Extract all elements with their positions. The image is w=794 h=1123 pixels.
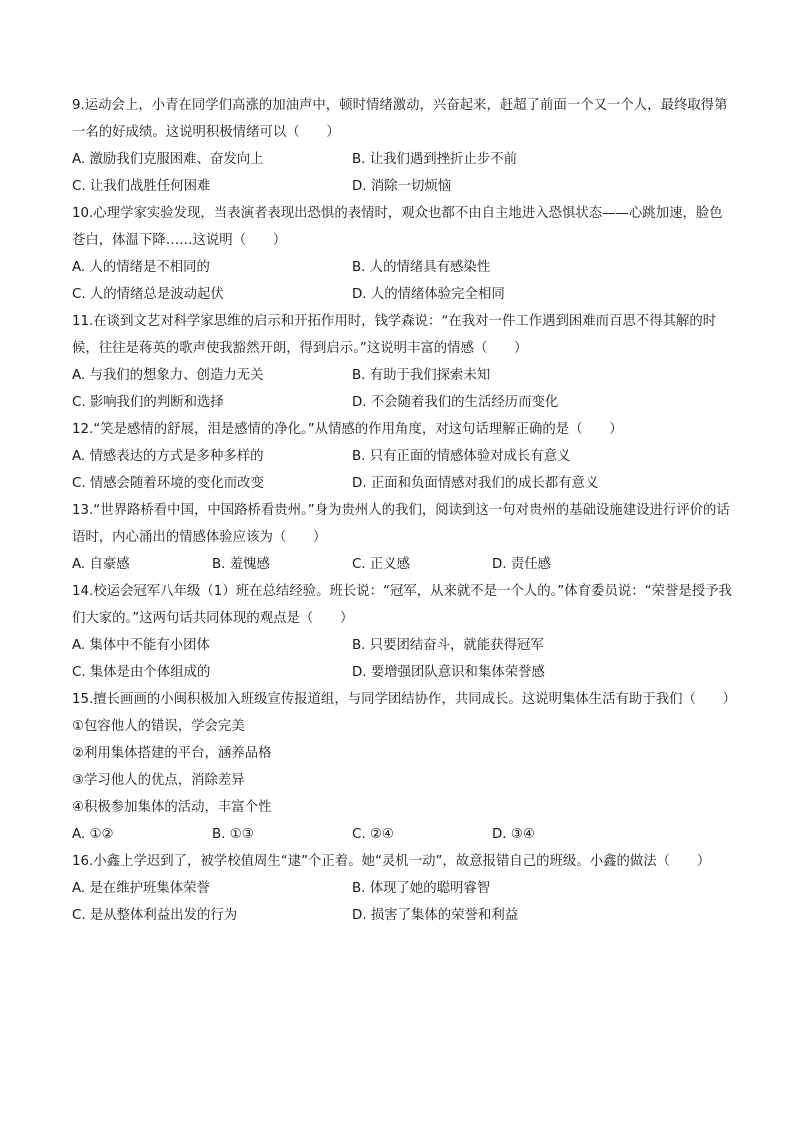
option-row: [72, 632, 732, 659]
option-row: [72, 551, 732, 578]
option-b[interactable]: B. 人的情绪具有感染性: [352, 260, 491, 275]
option-row: [72, 362, 732, 389]
question-15: [72, 686, 737, 848]
option-c[interactable]: C. 人的情绪总是波动起伏: [72, 287, 224, 302]
statement-item: ②利用集体搭建的平台，涵养品格: [72, 746, 272, 761]
option-a[interactable]: A. 人的情绪是不相同的: [72, 260, 210, 275]
option-c[interactable]: C. 让我们战胜任何困难: [72, 179, 211, 194]
question-stem: 15.擅长画画的小闽积极加入班级宣传报道组，与同学团结协作，共同成长。这说明集体生活有助于我们（ ）: [72, 692, 737, 707]
option-c[interactable]: C. 影响我们的判断和选择: [72, 395, 224, 410]
option-d[interactable]: D. 消除一切烦恼: [352, 179, 452, 194]
option-d[interactable]: D. 正面和负面情感对我们的成长都有意义: [352, 476, 599, 491]
question-11: [72, 308, 732, 416]
question-stem: 10.心理学家实验发现，当表演者表现出恐惧的表情时，观众也都不由自主地进入恐惧状态——心跳加速，脸色苍白，体温下降……这说明（ ）: [72, 206, 723, 248]
option-c[interactable]: C. 集体是由个体组成的: [72, 665, 211, 680]
option-a[interactable]: A. 情感表达的方式是多种多样的: [72, 449, 264, 464]
option-d[interactable]: D. 损害了集体的荣誉和利益: [352, 908, 519, 923]
option-row: [72, 470, 732, 497]
option-d[interactable]: D. 不会随着我们的生活经历而变化: [352, 395, 559, 410]
option-a[interactable]: A. ①②: [72, 827, 114, 842]
option-b[interactable]: B. ①③: [212, 827, 254, 842]
question-stem: 16.小鑫上学迟到了，被学校值周生“逮”个正着。她“灵机一动”，故意报错自己的班级。小鑫的做法（ ）: [72, 854, 711, 869]
option-b[interactable]: B. 只有正面的情感体验对成长有意义: [352, 449, 571, 464]
option-row: [72, 902, 732, 929]
option-c[interactable]: C. ②④: [352, 827, 394, 842]
option-a[interactable]: A. 激励我们克服困难、奋发向上: [72, 152, 264, 167]
question-10: [72, 200, 732, 308]
option-a[interactable]: A. 自豪感: [72, 557, 130, 572]
question-12: [72, 416, 732, 497]
exam-page: [72, 92, 737, 929]
option-c[interactable]: C. 正义感: [352, 557, 411, 572]
option-c[interactable]: C. 是从整体利益出发的行为: [72, 908, 238, 923]
option-row: [72, 254, 732, 281]
option-b[interactable]: B. 只要团结奋斗，就能获得冠军: [352, 638, 544, 653]
option-d[interactable]: D. 责任感: [492, 557, 551, 572]
option-row: [72, 389, 732, 416]
question-9: [72, 92, 732, 200]
question-stem: 9.运动会上，小青在同学们高涨的加油声中，顿时情绪激动，兴奋起来，赶超了前面一个又一个人，最终取得第一名的好成绩。这说明积极情绪可以（ ）: [72, 98, 728, 140]
option-row: [72, 146, 732, 173]
question-stem: 13.“世界路桥看中国，中国路桥看贵州。”身为贵州人的我们，阅读到这一句对贵州的基础设施建设进行评价的话语时，内心涌出的情感体验应该为（ ）: [72, 503, 730, 545]
option-a[interactable]: A. 集体中不能有小团体: [72, 638, 210, 653]
question-stem: 14.校运会冠军八年级（1）班在总结经验。班长说：“冠军，从来就不是一个人的。”体育委员说：“荣誉是授予我们大家的。”这两句话共同体现的观点是（ ）: [72, 584, 732, 626]
question-stem: 12.“笑是感情的舒展，泪是感情的净化。”从情感的作用角度，对这句话理解正确的是（ ）: [72, 422, 623, 437]
option-c[interactable]: C. 情感会随着环境的变化而改变: [72, 476, 264, 491]
question-stem: 11.在谈到文艺对科学家思维的启示和开拓作用时，钱学森说：“在我对一件工作遇到困难而百思不得其解的时候，往往是蒋英的歌声使我豁然开朗，得到启示。”这说明丰富的情感（ ）: [72, 314, 717, 356]
option-b[interactable]: B. 羞愧感: [212, 557, 270, 572]
option-row: [72, 443, 732, 470]
option-a[interactable]: A. 是在维护班集体荣誉: [72, 881, 210, 896]
option-row: [72, 875, 732, 902]
option-row: [72, 173, 732, 200]
option-b[interactable]: B. 有助于我们探索未知: [352, 368, 491, 383]
question-14: [72, 578, 732, 686]
statement-item: ③学习他人的优点，消除差异: [72, 773, 245, 788]
option-a[interactable]: A. 与我们的想象力、创造力无关: [72, 368, 264, 383]
option-row: [72, 821, 732, 848]
question-16: [72, 848, 732, 929]
option-d[interactable]: D. 要增强团队意识和集体荣誉感: [352, 665, 545, 680]
option-d[interactable]: D. 人的情绪体验完全相同: [352, 287, 505, 302]
statement-item: ①包容他人的错误，学会完美: [72, 719, 245, 734]
option-b[interactable]: B. 体现了她的聪明睿智: [352, 881, 491, 896]
statement-item: ④积极参加集体的活动，丰富个性: [72, 800, 272, 815]
question-13: [72, 497, 732, 578]
option-row: [72, 281, 732, 308]
option-d[interactable]: D. ③④: [492, 827, 535, 842]
option-b[interactable]: B. 让我们遇到挫折止步不前: [352, 152, 517, 167]
option-row: [72, 659, 732, 686]
